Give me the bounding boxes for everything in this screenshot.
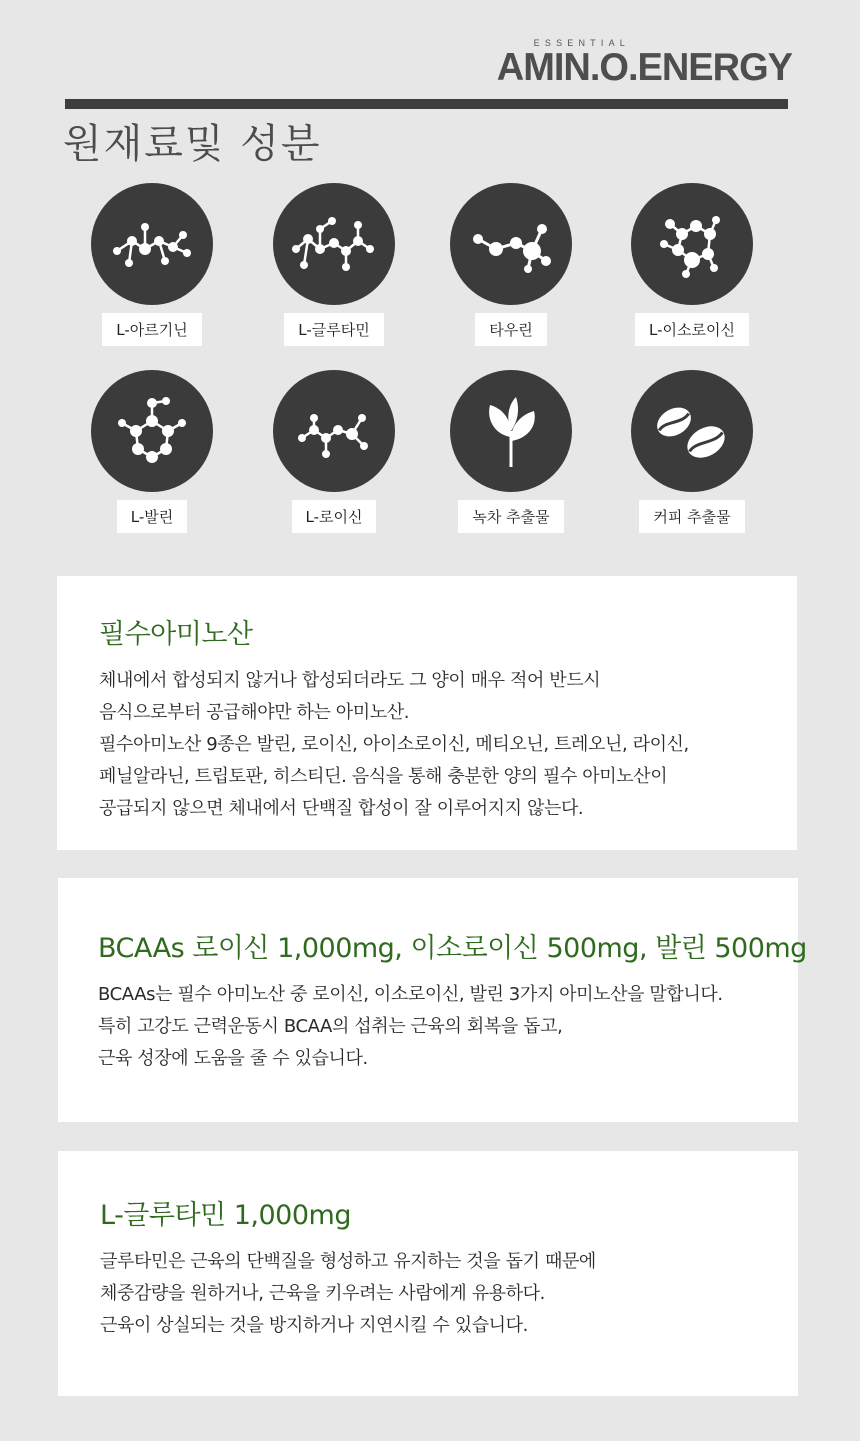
- card-text-line: 글루타민은 근육의 단백질을 형성하고 유지하는 것을 돕기 때문에: [100, 1251, 596, 1272]
- ingredient-label: 녹차 추출물: [458, 500, 563, 533]
- molecule-cluster-icon: [631, 183, 753, 305]
- ingredient-label: L-이소로이신: [635, 313, 749, 346]
- molecule-branched-icon: [273, 183, 395, 305]
- card-text-line: 공급되지 않으면 체내에서 단백질 합성이 잘 이루어지지 않는다.: [99, 798, 584, 819]
- brand-logo: [497, 38, 792, 88]
- ingredient-label: L-발린: [117, 500, 188, 533]
- card-title: BCAAs 로이신 1,000mg, 이소로이신 500mg, 발린 500mg: [98, 933, 807, 964]
- card-text-line: 체내에서 합성되지 않거나 합성되더라도 그 양이 매우 적어 반드시: [99, 670, 601, 691]
- ingredient-isoleucine: [602, 183, 782, 346]
- card-title: L-글루타민 1,000mg: [100, 1200, 351, 1231]
- card-essential-amino-acids: [57, 576, 797, 850]
- ingredient-label: 타우린: [475, 313, 546, 346]
- card-glutamine: [58, 1151, 798, 1396]
- molecule-tree-icon: [91, 370, 213, 492]
- ingredient-label: L-아르기닌: [102, 313, 201, 346]
- molecule-fork-icon: [273, 370, 395, 492]
- card-bcaas: [58, 878, 807, 1122]
- card-body: [99, 665, 755, 825]
- ingredient-label: L-글루타민: [284, 313, 383, 346]
- brand-tagline: ESSENTIAL: [533, 38, 630, 48]
- ingredient-valine: [62, 370, 242, 533]
- card-text-line: 체중감량을 원하거나, 근육을 키우려는 사람에게 유용하다.: [100, 1283, 545, 1304]
- ingredient-arginine: [62, 183, 242, 346]
- molecule-simple-icon: [450, 183, 572, 305]
- ingredient-glutamine: [244, 183, 424, 346]
- card-text-line: 근육 성장에 도움을 줄 수 있습니다.: [98, 1048, 368, 1069]
- ingredient-leucine: [244, 370, 424, 533]
- coffee-bean-icon: [631, 370, 753, 492]
- card-body: [100, 1246, 756, 1342]
- card-text-line: 필수아미노산 9종은 발린, 로이신, 아이소로이신, 메티오닌, 트레오닌, 라이신,: [99, 734, 689, 755]
- card-title: 필수아미노산: [99, 619, 253, 650]
- brand-name: AMIN.O.ENERGY: [496, 46, 792, 90]
- ingredient-taurine: [421, 183, 601, 346]
- ingredient-label: L-로이신: [292, 500, 377, 533]
- card-text-line: 근육이 상실되는 것을 방지하거나 지연시킬 수 있습니다.: [100, 1315, 528, 1336]
- molecule-chain-icon: [91, 183, 213, 305]
- card-text-line: 페닐알라닌, 트립토판, 히스티딘. 음식을 통해 충분한 양의 필수 아미노산이: [99, 766, 668, 787]
- tea-leaf-icon: [450, 370, 572, 492]
- ingredient-green-tea: [421, 370, 601, 533]
- header-divider: [65, 99, 788, 109]
- card-text-line: BCAAs는 필수 아미노산 중 로이신, 이소로이신, 발린 3가지 아미노산을 말합니다.: [98, 984, 723, 1005]
- card-text-line: 특히 고강도 근력운동시 BCAA의 섭취는 근육의 회복을 돕고,: [98, 1016, 563, 1037]
- card-body: [98, 979, 758, 1075]
- card-text-line: 음식으로부터 공급해야만 하는 아미노산.: [99, 702, 410, 723]
- section-title: 원재료및 성분: [63, 121, 322, 167]
- ingredient-coffee: [602, 370, 782, 533]
- ingredient-label: 커피 추출물: [639, 500, 744, 533]
